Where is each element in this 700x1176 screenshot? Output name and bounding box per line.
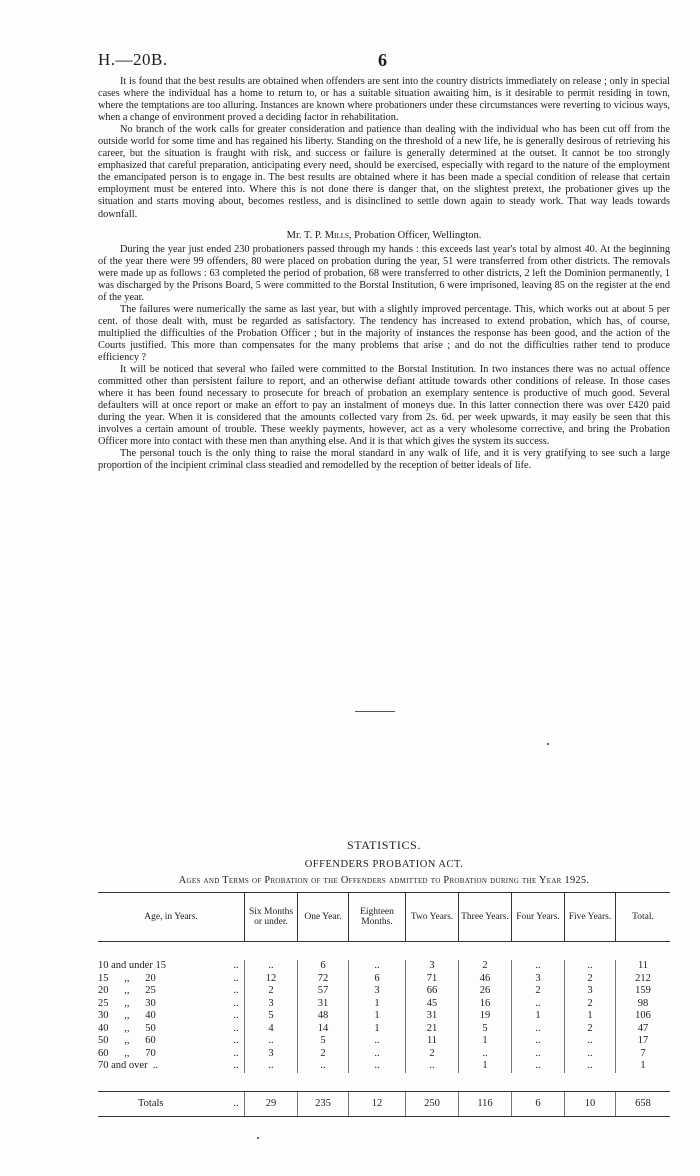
value-cell: 10 bbox=[565, 1091, 616, 1116]
totals-row bbox=[98, 1091, 670, 1116]
leader-dots: .. bbox=[233, 985, 239, 997]
statistics-section bbox=[98, 838, 670, 1117]
leader-dots: .. bbox=[233, 997, 239, 1009]
column-header-one-year: One Year. bbox=[298, 893, 349, 942]
print-speck bbox=[547, 743, 549, 745]
probation-table bbox=[98, 892, 670, 1117]
value-cell: .. bbox=[245, 1060, 298, 1073]
table-row bbox=[98, 985, 670, 998]
value-cell: 1 bbox=[349, 1023, 406, 1036]
table-row bbox=[98, 1023, 670, 1036]
value-cell: 2 bbox=[459, 960, 512, 973]
value-cell: 66 bbox=[406, 985, 459, 998]
value-cell: 1 bbox=[565, 1010, 616, 1023]
value-cell: .. bbox=[512, 1023, 565, 1036]
value-cell: 1 bbox=[459, 1035, 512, 1048]
age-cell: 15 ,, 20 bbox=[98, 972, 156, 984]
value-cell: 3 bbox=[245, 998, 298, 1011]
leader-dots: .. bbox=[233, 1060, 239, 1072]
value-cell: 14 bbox=[298, 1023, 349, 1036]
value-cell: 31 bbox=[298, 998, 349, 1011]
value-cell: 2 bbox=[406, 1048, 459, 1061]
page-header bbox=[98, 50, 670, 76]
value-cell: .. bbox=[349, 1060, 406, 1073]
table-row bbox=[98, 973, 670, 986]
value-cell: 7 bbox=[616, 1048, 671, 1061]
paragraph: The failures were numerically the same as last year, but with a slightly improved percentage. This, which works out at about 5 per cent. of those dealt with, must be regarded as satisfactory. The tendency has increased to extend probation, which has, of course, multiplied the difficulties of the Probation Officer ; but in the majority of instances the response has been good, and the action of the Courts justified. This more than compensates for the many problems that arise ; and do not the difficulties rather tend to produce efficiency ? bbox=[98, 303, 670, 364]
value-cell: .. bbox=[512, 998, 565, 1011]
column-header-two-years: Two Years. bbox=[406, 893, 459, 942]
value-cell: 2 bbox=[512, 985, 565, 998]
print-speck bbox=[257, 1137, 259, 1139]
value-cell: 1 bbox=[349, 998, 406, 1011]
value-cell: 1 bbox=[459, 1060, 512, 1073]
value-cell: 98 bbox=[616, 998, 671, 1011]
leader-dots: .. bbox=[228, 1091, 245, 1116]
paragraph: It will be noticed that several who failed were committed to the Borstal Institution. In two instances there was no actual offence committed other than persistent failure to report, and an otherwise defiant attitude towards other conditions of release. In those cases where it has been found necessary to prosecute for breach of probation an exemplary sentence is productive of much good. Several defaulters will at once report or make an effort to pay an instalment of moneys due. In this latter connection there was over £420 paid during the year. When it is considered that the amounts collected vary from 2s. 6d. per week upwards, it may easily be seen that this involves a certain amount of trouble. These weekly payments, however, act as a very wholesome corrective, and bring the Probation Officer more into contact with these men than anything else. And it is that which gives the system its success. bbox=[98, 364, 670, 448]
column-header-total: Total. bbox=[616, 893, 671, 942]
value-cell: 1 bbox=[349, 1010, 406, 1023]
value-cell: 5 bbox=[459, 1023, 512, 1036]
value-cell: .. bbox=[565, 960, 616, 973]
value-cell: .. bbox=[245, 1035, 298, 1048]
value-cell: 5 bbox=[245, 1010, 298, 1023]
value-cell: 48 bbox=[298, 1010, 349, 1023]
value-cell: 1 bbox=[616, 1060, 671, 1073]
table-row bbox=[98, 1010, 670, 1023]
value-cell: 11 bbox=[406, 1035, 459, 1048]
table-body bbox=[98, 942, 670, 1117]
statistics-subtitle: OFFENDERS PROBATION ACT. bbox=[304, 859, 464, 870]
value-cell: 46 bbox=[459, 973, 512, 986]
value-cell: 16 bbox=[459, 998, 512, 1011]
leader-dots: .. bbox=[233, 1047, 239, 1059]
leader-dots: .. bbox=[233, 1022, 239, 1034]
value-cell: 21 bbox=[406, 1023, 459, 1036]
value-cell: 12 bbox=[245, 973, 298, 986]
value-cell: 31 bbox=[406, 1010, 459, 1023]
age-cell: 60 ,, 70 bbox=[98, 1047, 156, 1059]
value-cell: 12 bbox=[349, 1091, 406, 1116]
page-number: 6 bbox=[378, 50, 387, 70]
section-heading: Mr. T. P. Mills, Probation Officer, Wellington. bbox=[286, 229, 482, 241]
value-cell: 3 bbox=[565, 985, 616, 998]
value-cell: 72 bbox=[298, 973, 349, 986]
value-cell: 47 bbox=[616, 1023, 671, 1036]
column-header-five-years: Five Years. bbox=[565, 893, 616, 942]
value-cell: 6 bbox=[349, 973, 406, 986]
age-cell: 50 ,, 60 bbox=[98, 1035, 156, 1047]
value-cell: 2 bbox=[245, 985, 298, 998]
report-body bbox=[98, 76, 670, 473]
statistics-title: STATISTICS. bbox=[347, 838, 421, 852]
age-cell: 20 ,, 25 bbox=[98, 985, 156, 997]
age-cell: 30 ,, 40 bbox=[98, 1010, 156, 1022]
value-cell: .. bbox=[512, 960, 565, 973]
value-cell: 159 bbox=[616, 985, 671, 998]
value-cell: 19 bbox=[459, 1010, 512, 1023]
value-cell: 5 bbox=[298, 1035, 349, 1048]
value-cell: .. bbox=[565, 1035, 616, 1048]
value-cell: .. bbox=[512, 1035, 565, 1048]
table-spacer bbox=[98, 942, 670, 961]
value-cell: 2 bbox=[565, 1023, 616, 1036]
document-reference: H.—20B. bbox=[98, 50, 168, 69]
table-row bbox=[98, 1048, 670, 1061]
value-cell: 212 bbox=[616, 973, 671, 986]
table-row bbox=[98, 960, 670, 973]
age-cell: 40 ,, 50 bbox=[98, 1022, 156, 1034]
value-cell: 116 bbox=[459, 1091, 512, 1116]
value-cell: 3 bbox=[512, 973, 565, 986]
value-cell: 658 bbox=[616, 1091, 671, 1116]
value-cell: .. bbox=[298, 1060, 349, 1073]
value-cell: .. bbox=[512, 1060, 565, 1073]
value-cell: 29 bbox=[245, 1091, 298, 1116]
table-row bbox=[98, 998, 670, 1011]
paragraph: No branch of the work calls for greater consideration and patience than dealing with the individual who has been cut off from the outside world for some time and has regained his liberty. Standing on the threshold of a new life, he is generally desirous of retrieving his career, but the situation is fraught with risk, and success or failure is generally determined at the outset. It cannot be too strongly emphasized that careful preparation, anticipating every need, should be exercised, especially with regard to the nature of the employment the emancipated person is to engage in. The best results are obtained where it has been made a special condition of release that certain employment must be entered into. Where this is not done there is danger that, on the slightest pretext, the probationer gives up the situation and starts moving about, becomes restless, and is disinclined to settle down again to steady work. That way leads towards downfall. bbox=[98, 124, 670, 220]
value-cell: .. bbox=[459, 1048, 512, 1061]
leader-dots: .. bbox=[233, 960, 239, 972]
age-cell: 25 ,, 30 bbox=[98, 997, 156, 1009]
value-cell: 3 bbox=[406, 960, 459, 973]
value-cell: 235 bbox=[298, 1091, 349, 1116]
age-cell: 10 and under 15 bbox=[98, 960, 166, 972]
column-header-three-years: Three Years. bbox=[459, 893, 512, 942]
age-cell: 70 and over .. bbox=[98, 1060, 159, 1072]
value-cell: .. bbox=[512, 1048, 565, 1061]
value-cell: 11 bbox=[616, 960, 671, 973]
value-cell: 6 bbox=[512, 1091, 565, 1116]
paragraph: During the year just ended 230 probationers passed through my hands : this exceeds last year's total by almost 40. At the beginning of the year there were 99 offenders, 80 were placed on probation during the year, 51 were transferred from other districts. The removals were made up as follows : 63 completed the period of probation, 68 were transferred to other districts, 2 left the Dominion permanently, 1 was discharged by the Prisons Board, 5 were committed to the Borstal Institution, 6 were imprisoned, leaving 85 on the register at the end of the year. bbox=[98, 243, 670, 303]
value-cell: 45 bbox=[406, 998, 459, 1011]
value-cell: 250 bbox=[406, 1091, 459, 1116]
value-cell: 1 bbox=[512, 1010, 565, 1023]
value-cell: 4 bbox=[245, 1023, 298, 1036]
value-cell: 71 bbox=[406, 973, 459, 986]
spacer-cell bbox=[98, 1073, 670, 1092]
column-header-age: Age, in Years. bbox=[98, 893, 245, 942]
spacer-cell bbox=[98, 942, 670, 961]
table-spacer bbox=[98, 1073, 670, 1092]
value-cell: .. bbox=[245, 960, 298, 973]
value-cell: 2 bbox=[298, 1048, 349, 1061]
value-cell: .. bbox=[565, 1048, 616, 1061]
leader-dots: .. bbox=[233, 1010, 239, 1022]
value-cell: 26 bbox=[459, 985, 512, 998]
value-cell: 3 bbox=[349, 985, 406, 998]
value-cell: .. bbox=[565, 1060, 616, 1073]
paragraph: The personal touch is the only thing to raise the moral standard in any walk of life, and it is very gratifying to see such a large proportion of the incipient criminal class steadied and remodelled by the reception of better ideals of life. bbox=[98, 448, 670, 472]
value-cell: 106 bbox=[616, 1010, 671, 1023]
page bbox=[98, 50, 670, 473]
value-cell: .. bbox=[406, 1060, 459, 1073]
table-header-row bbox=[98, 893, 670, 942]
leader-dots: .. bbox=[233, 972, 239, 984]
column-header-eighteen-months: Eighteen Months. bbox=[349, 893, 406, 942]
value-cell: 17 bbox=[616, 1035, 671, 1048]
table-caption: Ages and Terms of Probation of the Offenders admitted to Probation during the Year 1925. bbox=[178, 875, 590, 886]
column-header-six-months: Six Months or under. bbox=[245, 893, 298, 942]
table-row bbox=[98, 1060, 670, 1073]
value-cell: .. bbox=[349, 1035, 406, 1048]
value-cell: 57 bbox=[298, 985, 349, 998]
value-cell: 2 bbox=[565, 998, 616, 1011]
section-divider bbox=[355, 711, 395, 712]
paragraph: It is found that the best results are obtained when offenders are sent into the country districts immediately on release ; only in special cases where the individual has a home to return to, or has a suitable situation awaiting him, is it desirable to permit residing in town, where the temptations are too alluring. Instances are known where probationers under these circumstances were reverting to vicious ways, when a change of environment proved a deciding factor in rehabilitation. bbox=[98, 76, 670, 124]
value-cell: 6 bbox=[298, 960, 349, 973]
value-cell: 3 bbox=[245, 1048, 298, 1061]
value-cell: 2 bbox=[565, 973, 616, 986]
age-cell: Totals bbox=[98, 1091, 228, 1116]
value-cell: .. bbox=[349, 960, 406, 973]
table-row bbox=[98, 1035, 670, 1048]
leader-dots: .. bbox=[233, 1035, 239, 1047]
column-header-four-years: Four Years. bbox=[512, 893, 565, 942]
value-cell: .. bbox=[349, 1048, 406, 1061]
